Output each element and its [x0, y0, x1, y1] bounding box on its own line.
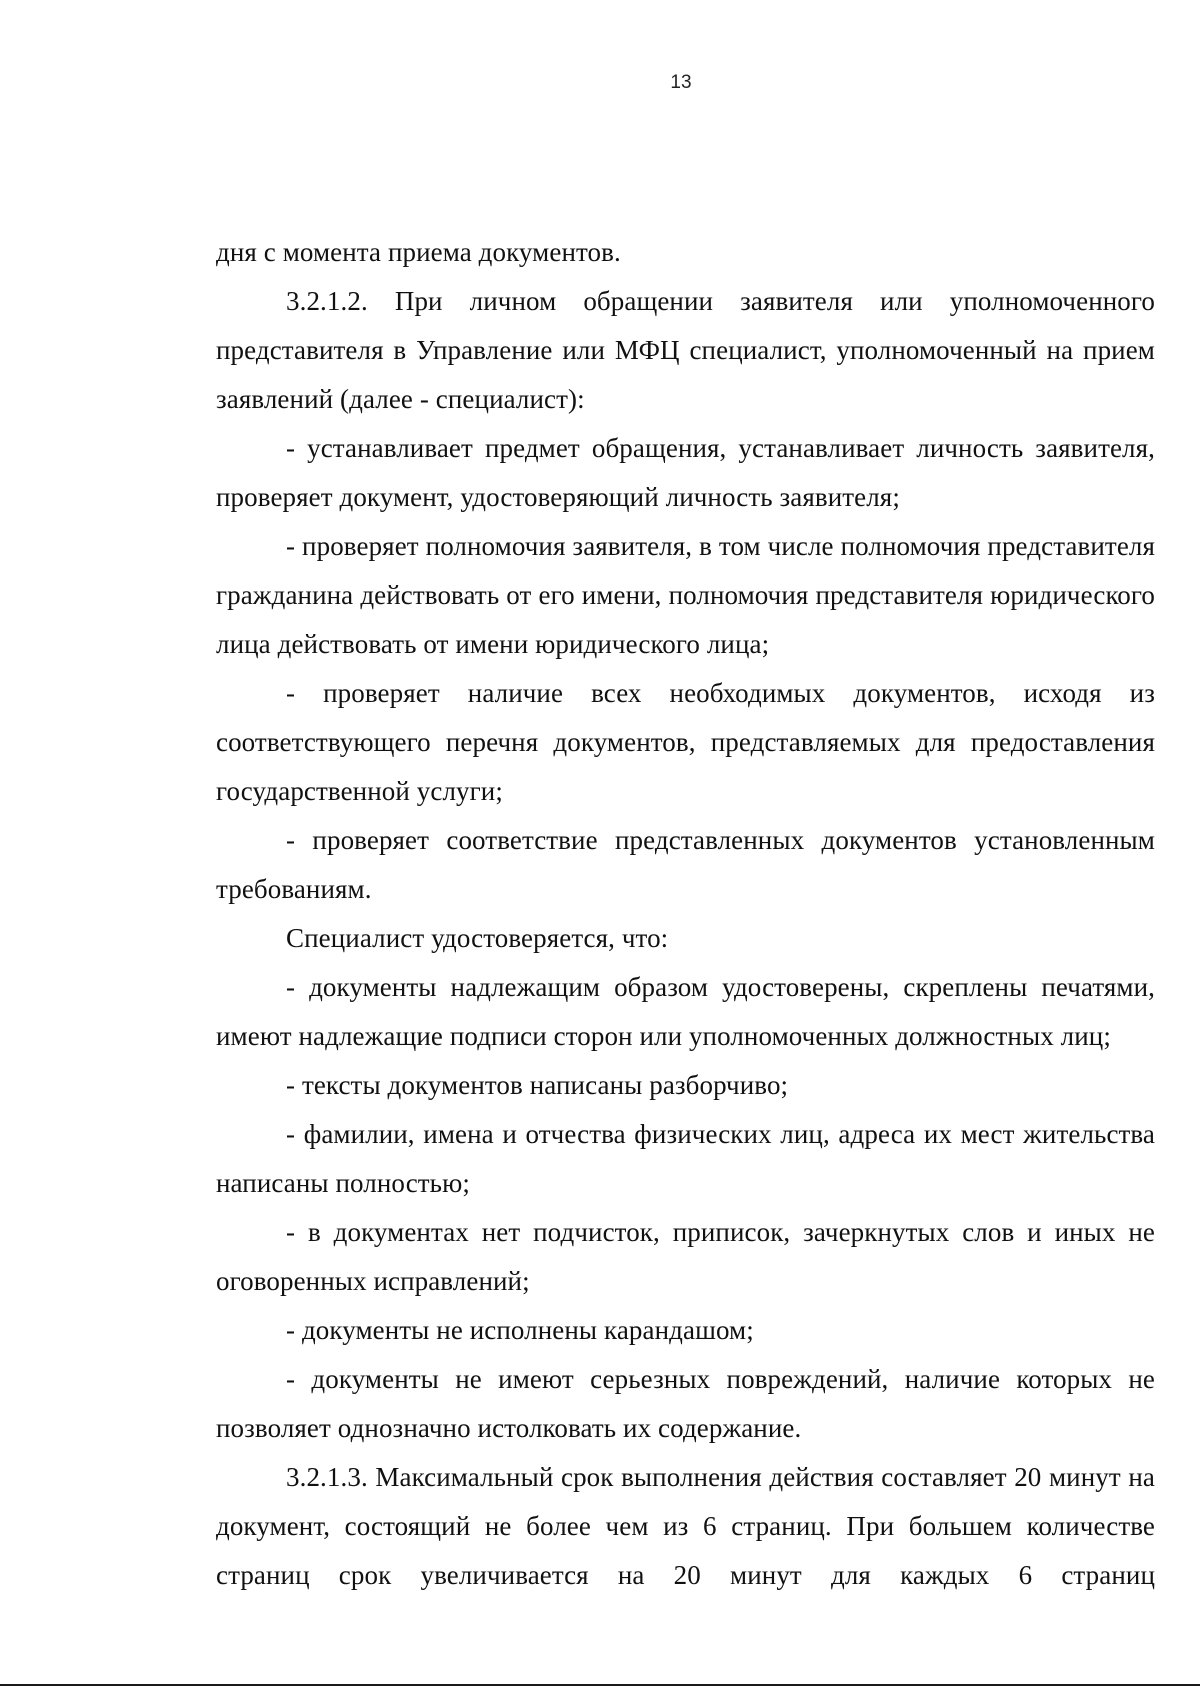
- list-item: - проверяет полномочия заявителя, в том числе полномочия представителя гражданина действовать от его имени, полномочия представителя юридического лица действовать от имени юридического лица;: [216, 531, 1155, 659]
- paragraph: 3.2.1.3. Максимальный срок выполнения действия составляет 20 минут на документ, состоящий не более чем из 6 страниц. При большем количестве страниц срок увеличивается на 20 минут для каждых 6 страниц: [216, 1462, 1155, 1590]
- scan-edge-line: [0, 1684, 1200, 1686]
- list-item: - проверяет соответствие представленных документов установленным требованиям.: [216, 825, 1155, 904]
- list-item: - фамилии, имена и отчества физических лиц, адреса их мест жительства написаны полностью;: [216, 1119, 1155, 1198]
- list-item: - документы надлежащим образом удостоверены, скреплены печатями, имеют надлежащие подписи сторон или уполномоченных должностных лиц;: [216, 972, 1155, 1051]
- list-item: - устанавливает предмет обращения, устанавливает личность заявителя, проверяет документ, удостоверяющий личность заявителя;: [216, 433, 1155, 512]
- list-item: - в документах нет подчисток, приписок, зачеркнутых слов и иных не оговоренных исправлений;: [216, 1217, 1155, 1296]
- list-item: - проверяет наличие всех необходимых документов, исходя из соответствующего перечня документов, представляемых для предоставления государственной услуги;: [216, 678, 1155, 806]
- paragraph: 3.2.1.2. При личном обращении заявителя или уполномоченного представителя в Управление или МФЦ специалист, уполномоченный на прием заявлений (далее - специалист):: [216, 286, 1155, 414]
- list-item: - документы не исполнены карандашом;: [286, 1315, 754, 1345]
- paragraph: дня с момента приема документов.: [216, 237, 621, 267]
- document-body: [216, 228, 1155, 1600]
- paragraph: Специалист удостоверяется, что:: [286, 923, 669, 953]
- list-item: - документы не имеют серьезных повреждений, наличие которых не позволяет однозначно истолковать их содержание.: [216, 1364, 1155, 1443]
- list-item: - тексты документов написаны разборчиво;: [286, 1070, 789, 1100]
- page-number: 13: [670, 72, 692, 93]
